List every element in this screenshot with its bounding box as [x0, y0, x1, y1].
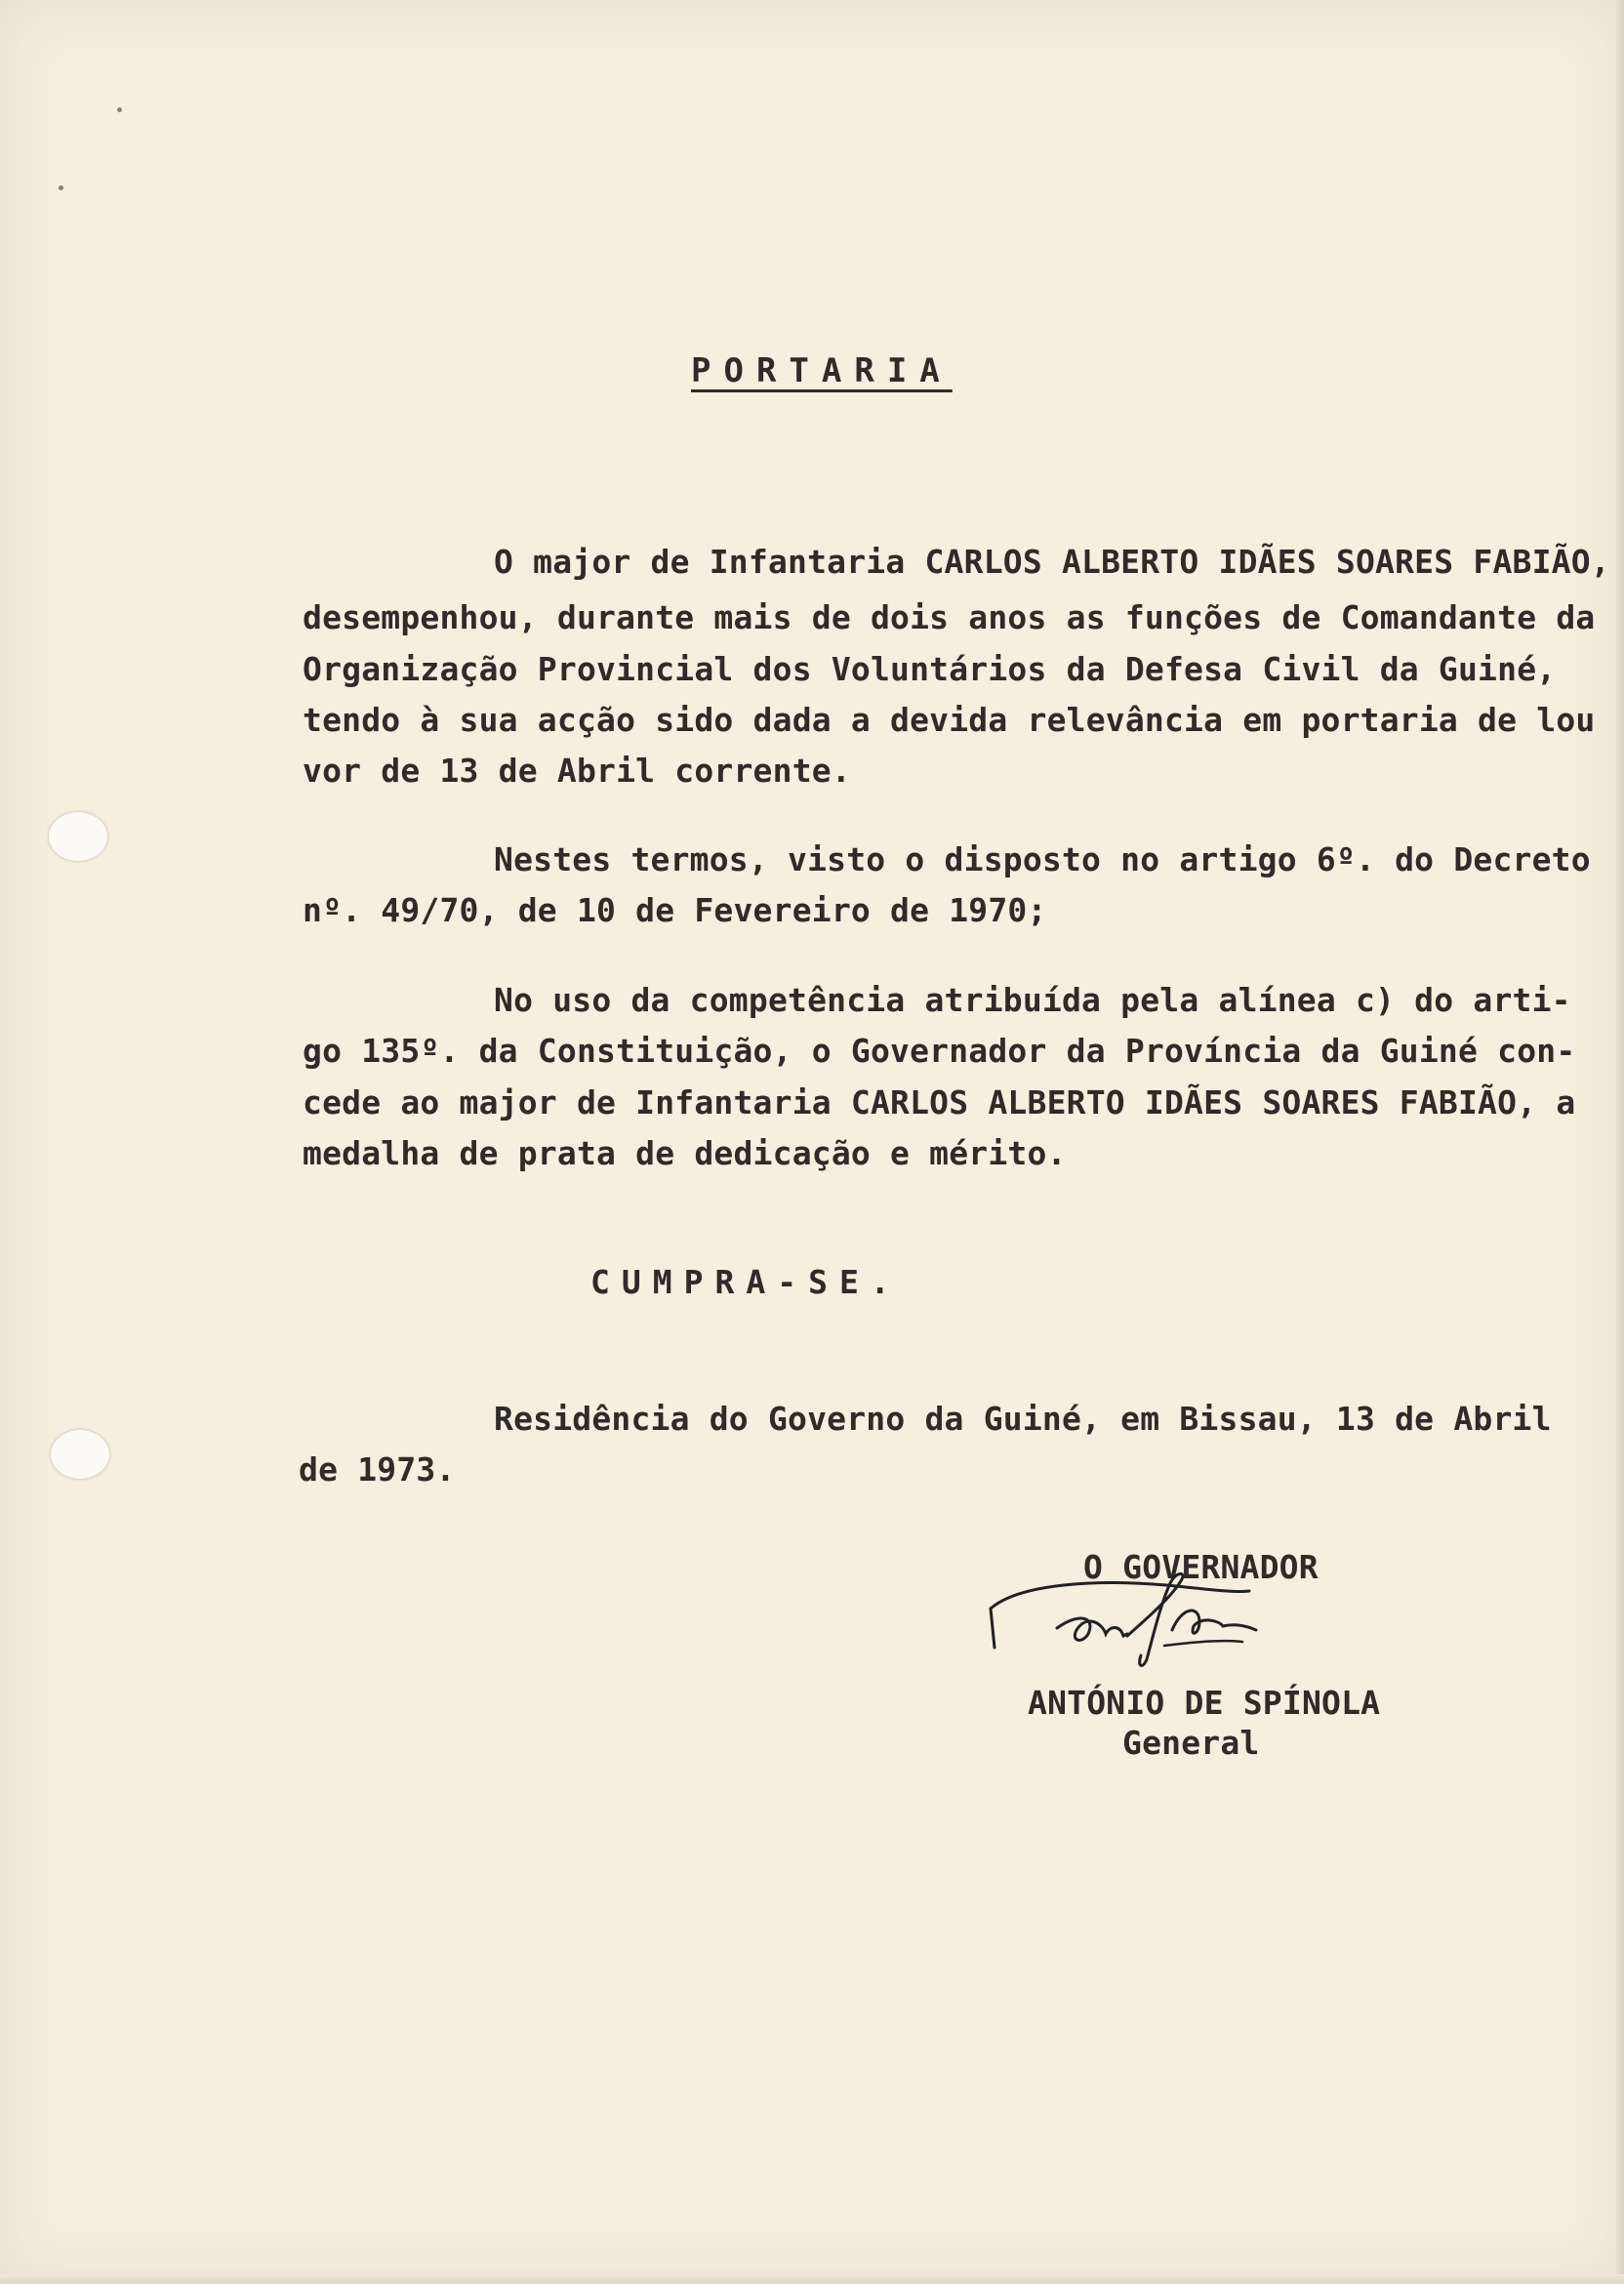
signatory-name: ANTÓNIO DE SPÍNOLA	[1028, 1684, 1381, 1722]
paragraph1-line: desempenhou, durante mais de dois anos as funções de Comandante da	[303, 598, 1596, 636]
document-title: PORTARIA	[691, 351, 953, 390]
paragraph3-line: medalha de prata de dedicação e mérito.	[303, 1134, 1067, 1172]
signatory-role: O GOVERNADOR	[1083, 1548, 1319, 1586]
handwritten-signature	[981, 1532, 1332, 1674]
signatory-rank: General	[1122, 1724, 1260, 1762]
paper-speck	[59, 185, 63, 190]
punch-hole-bottom	[51, 1430, 109, 1479]
date-line: de 1973.	[299, 1450, 456, 1489]
paragraph1-line: Organização Provincial dos Voluntários da Defesa Civil da Guiné,	[303, 650, 1557, 688]
paragraph2-line: Nestes termos, visto o disposto no artigo 6º. do Decreto	[494, 840, 1591, 878]
paragraph3-line: No uso da competência atribuída pela alínea c) do arti-	[494, 981, 1571, 1019]
date-line: Residência do Governo da Guiné, em Bissau, 13 de Abril	[494, 1400, 1552, 1438]
punch-hole-top	[49, 812, 107, 861]
paper-edge-bottom	[0, 2274, 1624, 2284]
paragraph3-line: cede ao major de Infantaria CARLOS ALBERTO IDÃES SOARES FABIÃO, a	[303, 1083, 1576, 1122]
paper-edge-right	[1616, 0, 1624, 2284]
paragraph1-line: tendo à sua acção sido dada a devida relevância em portaria de lou	[303, 701, 1596, 739]
paragraph2-line: nº. 49/70, de 10 de Fevereiro de 1970;	[303, 891, 1047, 929]
closing-text: CUMPRA-SE.	[590, 1263, 902, 1301]
paper-speck	[117, 107, 122, 112]
paragraph3-line: go 135º. da Constituição, o Governador da Província da Guiné con-	[303, 1032, 1576, 1070]
paragraph1-line: O major de Infantaria CARLOS ALBERTO IDÃES SOARES FABIÃO,	[494, 543, 1610, 581]
paragraph1-line: vor de 13 de Abril corrente.	[303, 752, 851, 790]
